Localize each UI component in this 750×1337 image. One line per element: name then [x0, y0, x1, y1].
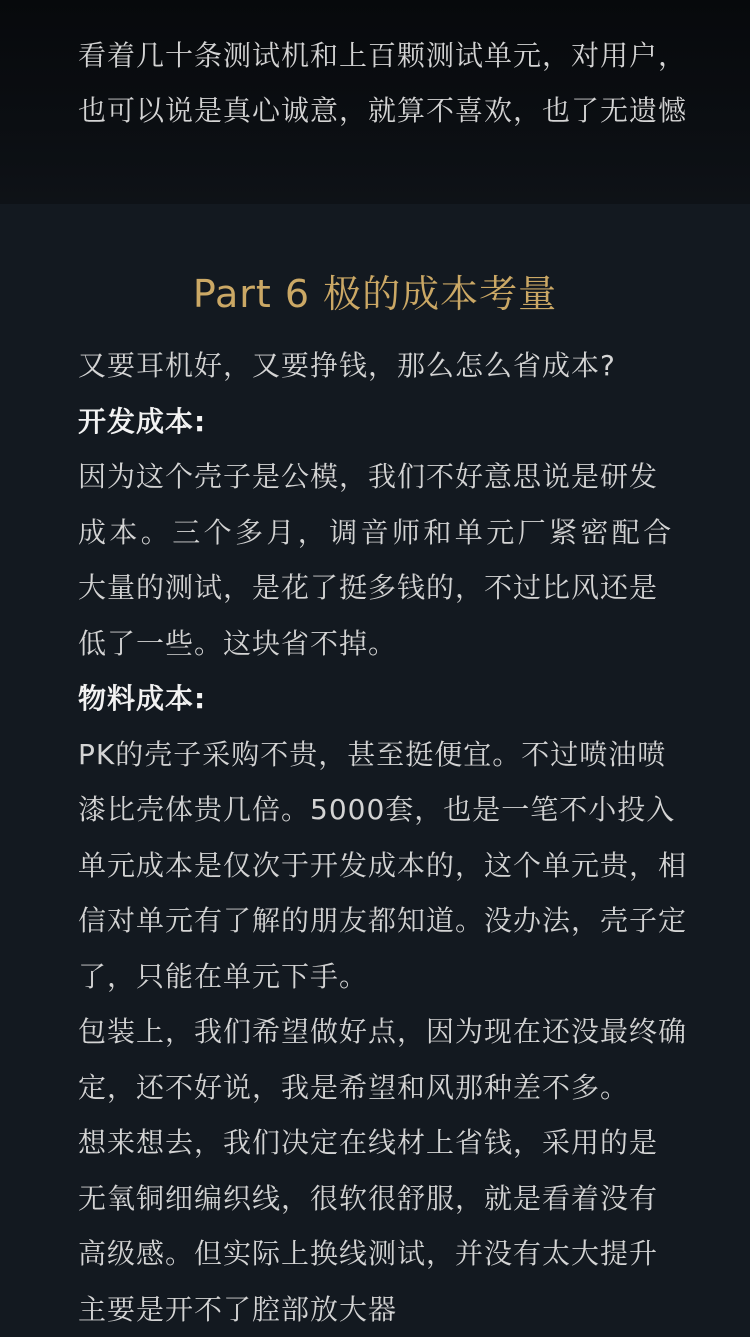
section-title: Part 6 极的成本考量: [0, 268, 750, 320]
paragraph-line: 成本。三个多月，调音师和单元厂紧密配合: [78, 505, 698, 561]
dev-cost-heading: 开发成本:: [78, 394, 698, 450]
paragraph-line: 定，还不好说，我是希望和风那种差不多。: [78, 1060, 698, 1116]
paragraph-line: 低了一些。这块省不掉。: [78, 616, 698, 672]
cost-section: [0, 204, 750, 1308]
top-text-block: [0, 0, 750, 204]
paragraph-line: 主要是开不了腔部放大器: [78, 1282, 698, 1337]
material-cost-heading: 物料成本:: [78, 671, 698, 727]
paragraph-line: 因为这个壳子是公模，我们不好意思说是研发: [78, 449, 698, 505]
paragraph-line: 看着几十条测试机和上百颗测试单元，对用户，: [78, 28, 698, 83]
intro-line: 又要耳机好，又要挣钱，那么怎么省成本?: [78, 338, 698, 394]
paragraph-line: 了，只能在单元下手。: [78, 949, 698, 1005]
paragraph-line: 单元成本是仅次于开发成本的，这个单元贵，相: [78, 838, 698, 894]
top-paragraph: [78, 28, 698, 138]
paragraph-line: 包装上，我们希望做好点，因为现在还没最终确: [78, 1004, 698, 1060]
paragraph-line: 想来想去，我们决定在线材上省钱，采用的是: [78, 1115, 698, 1171]
paragraph-line: PK的壳子采购不贵，甚至挺便宜。不过喷油喷: [78, 727, 698, 783]
paragraph-line: 也可以说是真心诚意，就算不喜欢，也了无遗憾: [78, 83, 698, 138]
paragraph-line: 大量的测试，是花了挺多钱的，不过比风还是: [78, 560, 698, 616]
section-content: [78, 338, 698, 1337]
paragraph-line: 漆比壳体贵几倍。5000套，也是一笔不小投入: [78, 782, 698, 838]
paragraph-line: 信对单元有了解的朋友都知道。没办法，壳子定: [78, 893, 698, 949]
paragraph-line: 高级感。但实际上换线测试，并没有太大提升: [78, 1226, 698, 1282]
paragraph-line: 无氧铜细编织线，很软很舒服，就是看着没有: [78, 1171, 698, 1227]
